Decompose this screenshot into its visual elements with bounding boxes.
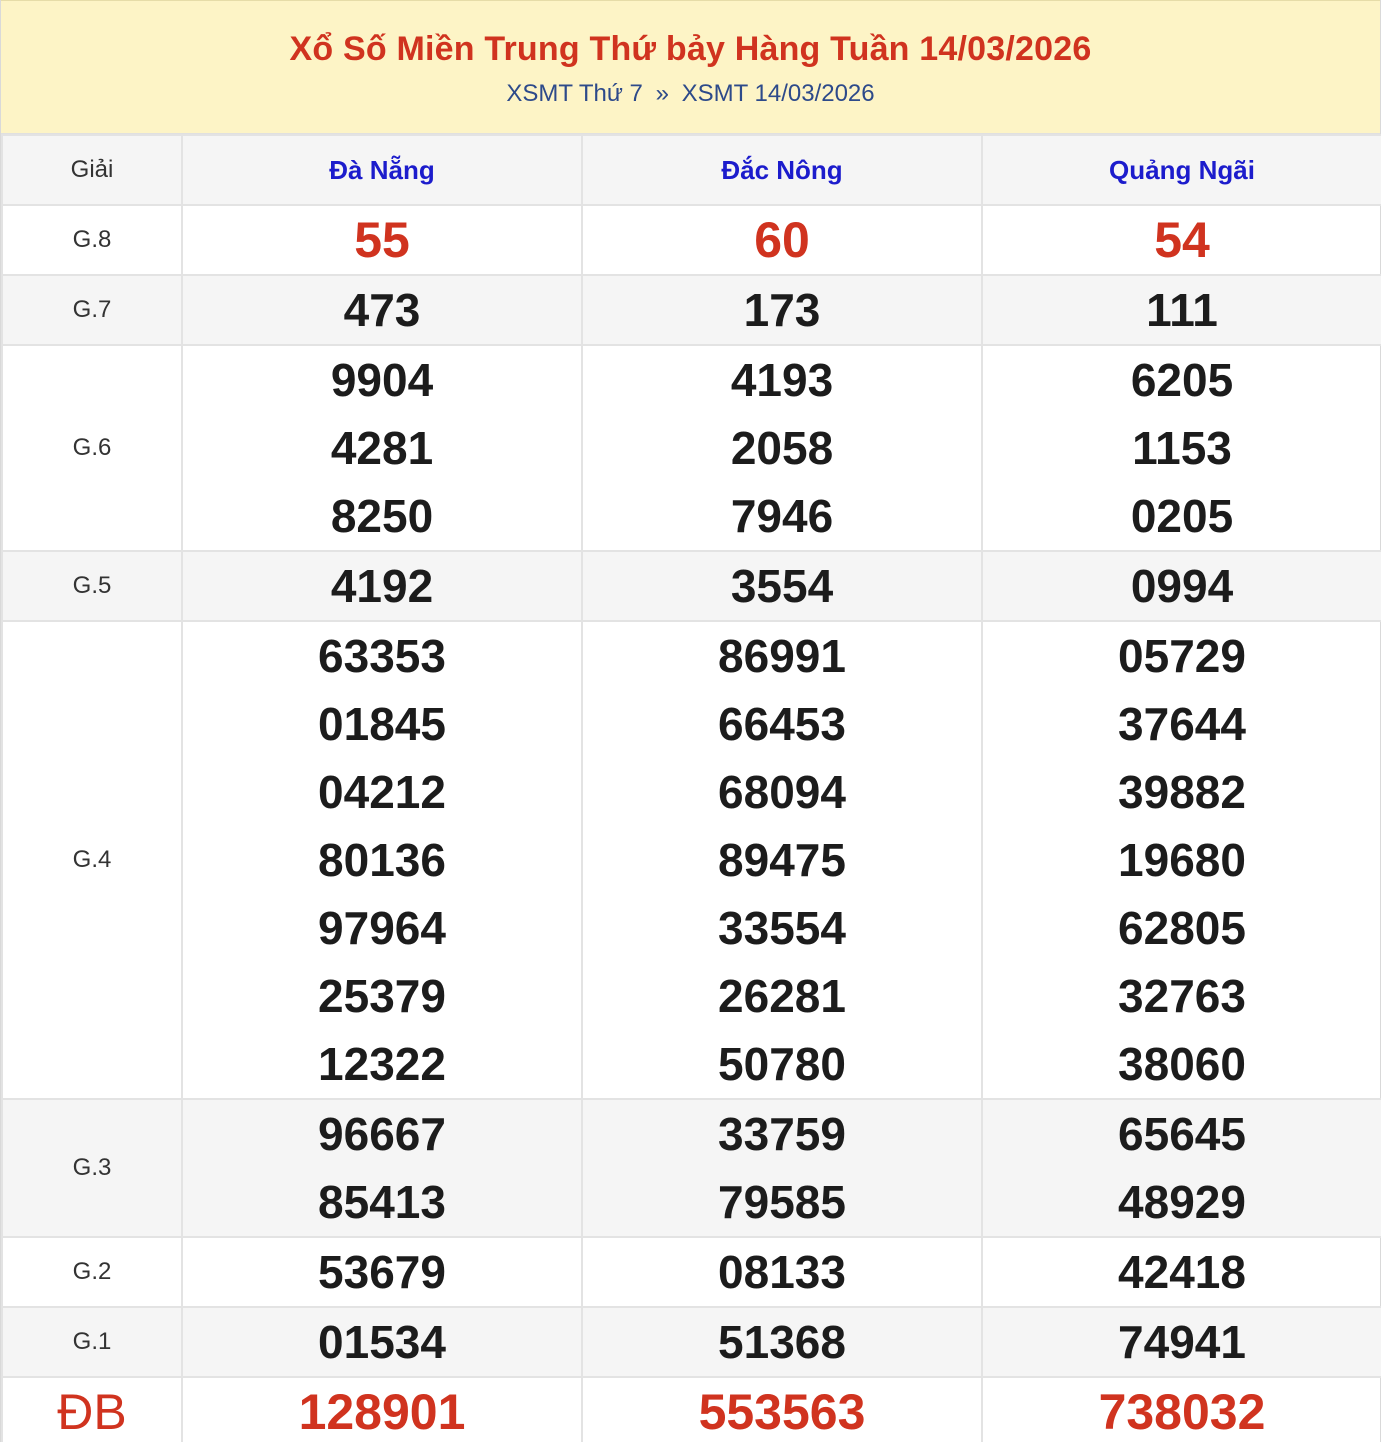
prize-label: G.4: [2, 621, 182, 1099]
prize-number: 42418: [1118, 1246, 1246, 1298]
breadcrumb-separator: »: [655, 80, 669, 107]
prize-number: 32763: [1118, 970, 1246, 1022]
prize-number: 65645: [1118, 1108, 1246, 1160]
prize-number: 6205: [1130, 354, 1234, 406]
special-prize-number: 553563: [698, 1384, 866, 1440]
prize-number: 7946: [730, 490, 834, 542]
table-row: [2, 621, 1381, 1099]
prize-number: 54: [1154, 212, 1210, 268]
prize-number: 51368: [718, 1316, 846, 1368]
special-prize-number: 738032: [1098, 1384, 1266, 1440]
page-title: Xổ Số Miền Trung Thứ bảy Hàng Tuần 14/03/2026: [289, 30, 1092, 68]
prize-number: 53679: [318, 1246, 446, 1298]
breadcrumb-link-weekday[interactable]: XSMT Thứ 7: [506, 80, 643, 107]
prize-number: 4281: [330, 422, 434, 474]
prize-number: 4192: [330, 560, 434, 612]
prize-number: 62805: [1118, 902, 1246, 954]
table-row: [2, 1237, 1381, 1307]
table-row: [2, 275, 1381, 345]
prize-label: ĐB: [2, 1377, 182, 1442]
prize-label: G.2: [2, 1237, 182, 1307]
prize-number: 111: [1146, 284, 1218, 336]
prize-number: 01845: [318, 698, 446, 750]
prize-number: 2058: [730, 422, 834, 474]
table-row: [2, 1307, 1381, 1377]
breadcrumb: [1, 79, 1380, 109]
column-header-province[interactable]: Đắc Nông: [582, 135, 982, 205]
special-prize-number: 128901: [298, 1384, 466, 1440]
prize-number: 63353: [318, 630, 446, 682]
prize-number: 55: [354, 212, 410, 268]
prize-number: 38060: [1118, 1038, 1246, 1090]
column-header-province[interactable]: Quảng Ngãi: [982, 135, 1381, 205]
column-header-province[interactable]: Đà Nẵng: [182, 135, 582, 205]
prize-number: 85413: [318, 1176, 446, 1228]
prize-number: 19680: [1118, 834, 1246, 886]
prize-number: 08133: [718, 1246, 846, 1298]
prize-number: 80136: [318, 834, 446, 886]
prize-number: 74941: [1118, 1316, 1246, 1368]
table-row: [2, 205, 1381, 275]
prize-number: 3554: [730, 560, 834, 612]
prize-label: G.5: [2, 551, 182, 621]
prize-number: 68094: [718, 766, 846, 818]
table-header-row: [2, 135, 1381, 205]
table-row: [2, 1099, 1381, 1237]
prize-number: 9904: [330, 354, 434, 406]
prize-number: 86991: [718, 630, 846, 682]
table-row: [2, 1377, 1381, 1442]
prize-number: 79585: [718, 1176, 846, 1228]
prize-number: 50780: [718, 1038, 846, 1090]
column-header-prize: Giải: [2, 135, 182, 205]
prize-number: 97964: [318, 902, 446, 954]
prize-number: 04212: [318, 766, 446, 818]
prize-number: 33759: [718, 1108, 846, 1160]
prize-number: 25379: [318, 970, 446, 1022]
prize-number: 96667: [318, 1108, 446, 1160]
prize-label: G.8: [2, 205, 182, 275]
prize-number: 473: [343, 284, 421, 336]
results-table: [1, 134, 1381, 1442]
breadcrumb-link-date[interactable]: XSMT 14/03/2026: [681, 80, 875, 107]
prize-number: 39882: [1118, 766, 1246, 818]
prize-number: 0205: [1130, 490, 1234, 542]
prize-number: 48929: [1118, 1176, 1246, 1228]
prize-number: 37644: [1118, 698, 1246, 750]
prize-number: 1153: [1132, 422, 1232, 474]
results-header: [1, 0, 1380, 134]
prize-number: 05729: [1118, 630, 1246, 682]
prize-label: G.1: [2, 1307, 182, 1377]
prize-number: 0994: [1130, 560, 1234, 612]
prize-number: 173: [743, 284, 821, 336]
table-row: [2, 551, 1381, 621]
prize-number: 4193: [730, 354, 834, 406]
prize-number: 60: [754, 212, 810, 268]
prize-label: G.3: [2, 1099, 182, 1237]
prize-label: G.7: [2, 275, 182, 345]
prize-label: G.6: [2, 345, 182, 551]
prize-number: 8250: [330, 490, 434, 542]
prize-number: 01534: [318, 1316, 446, 1368]
prize-number: 33554: [718, 902, 846, 954]
table-row: [2, 345, 1381, 551]
prize-number: 66453: [718, 698, 846, 750]
prize-number: 26281: [718, 970, 846, 1022]
prize-number: 12322: [318, 1038, 446, 1090]
prize-number: 89475: [718, 834, 846, 886]
